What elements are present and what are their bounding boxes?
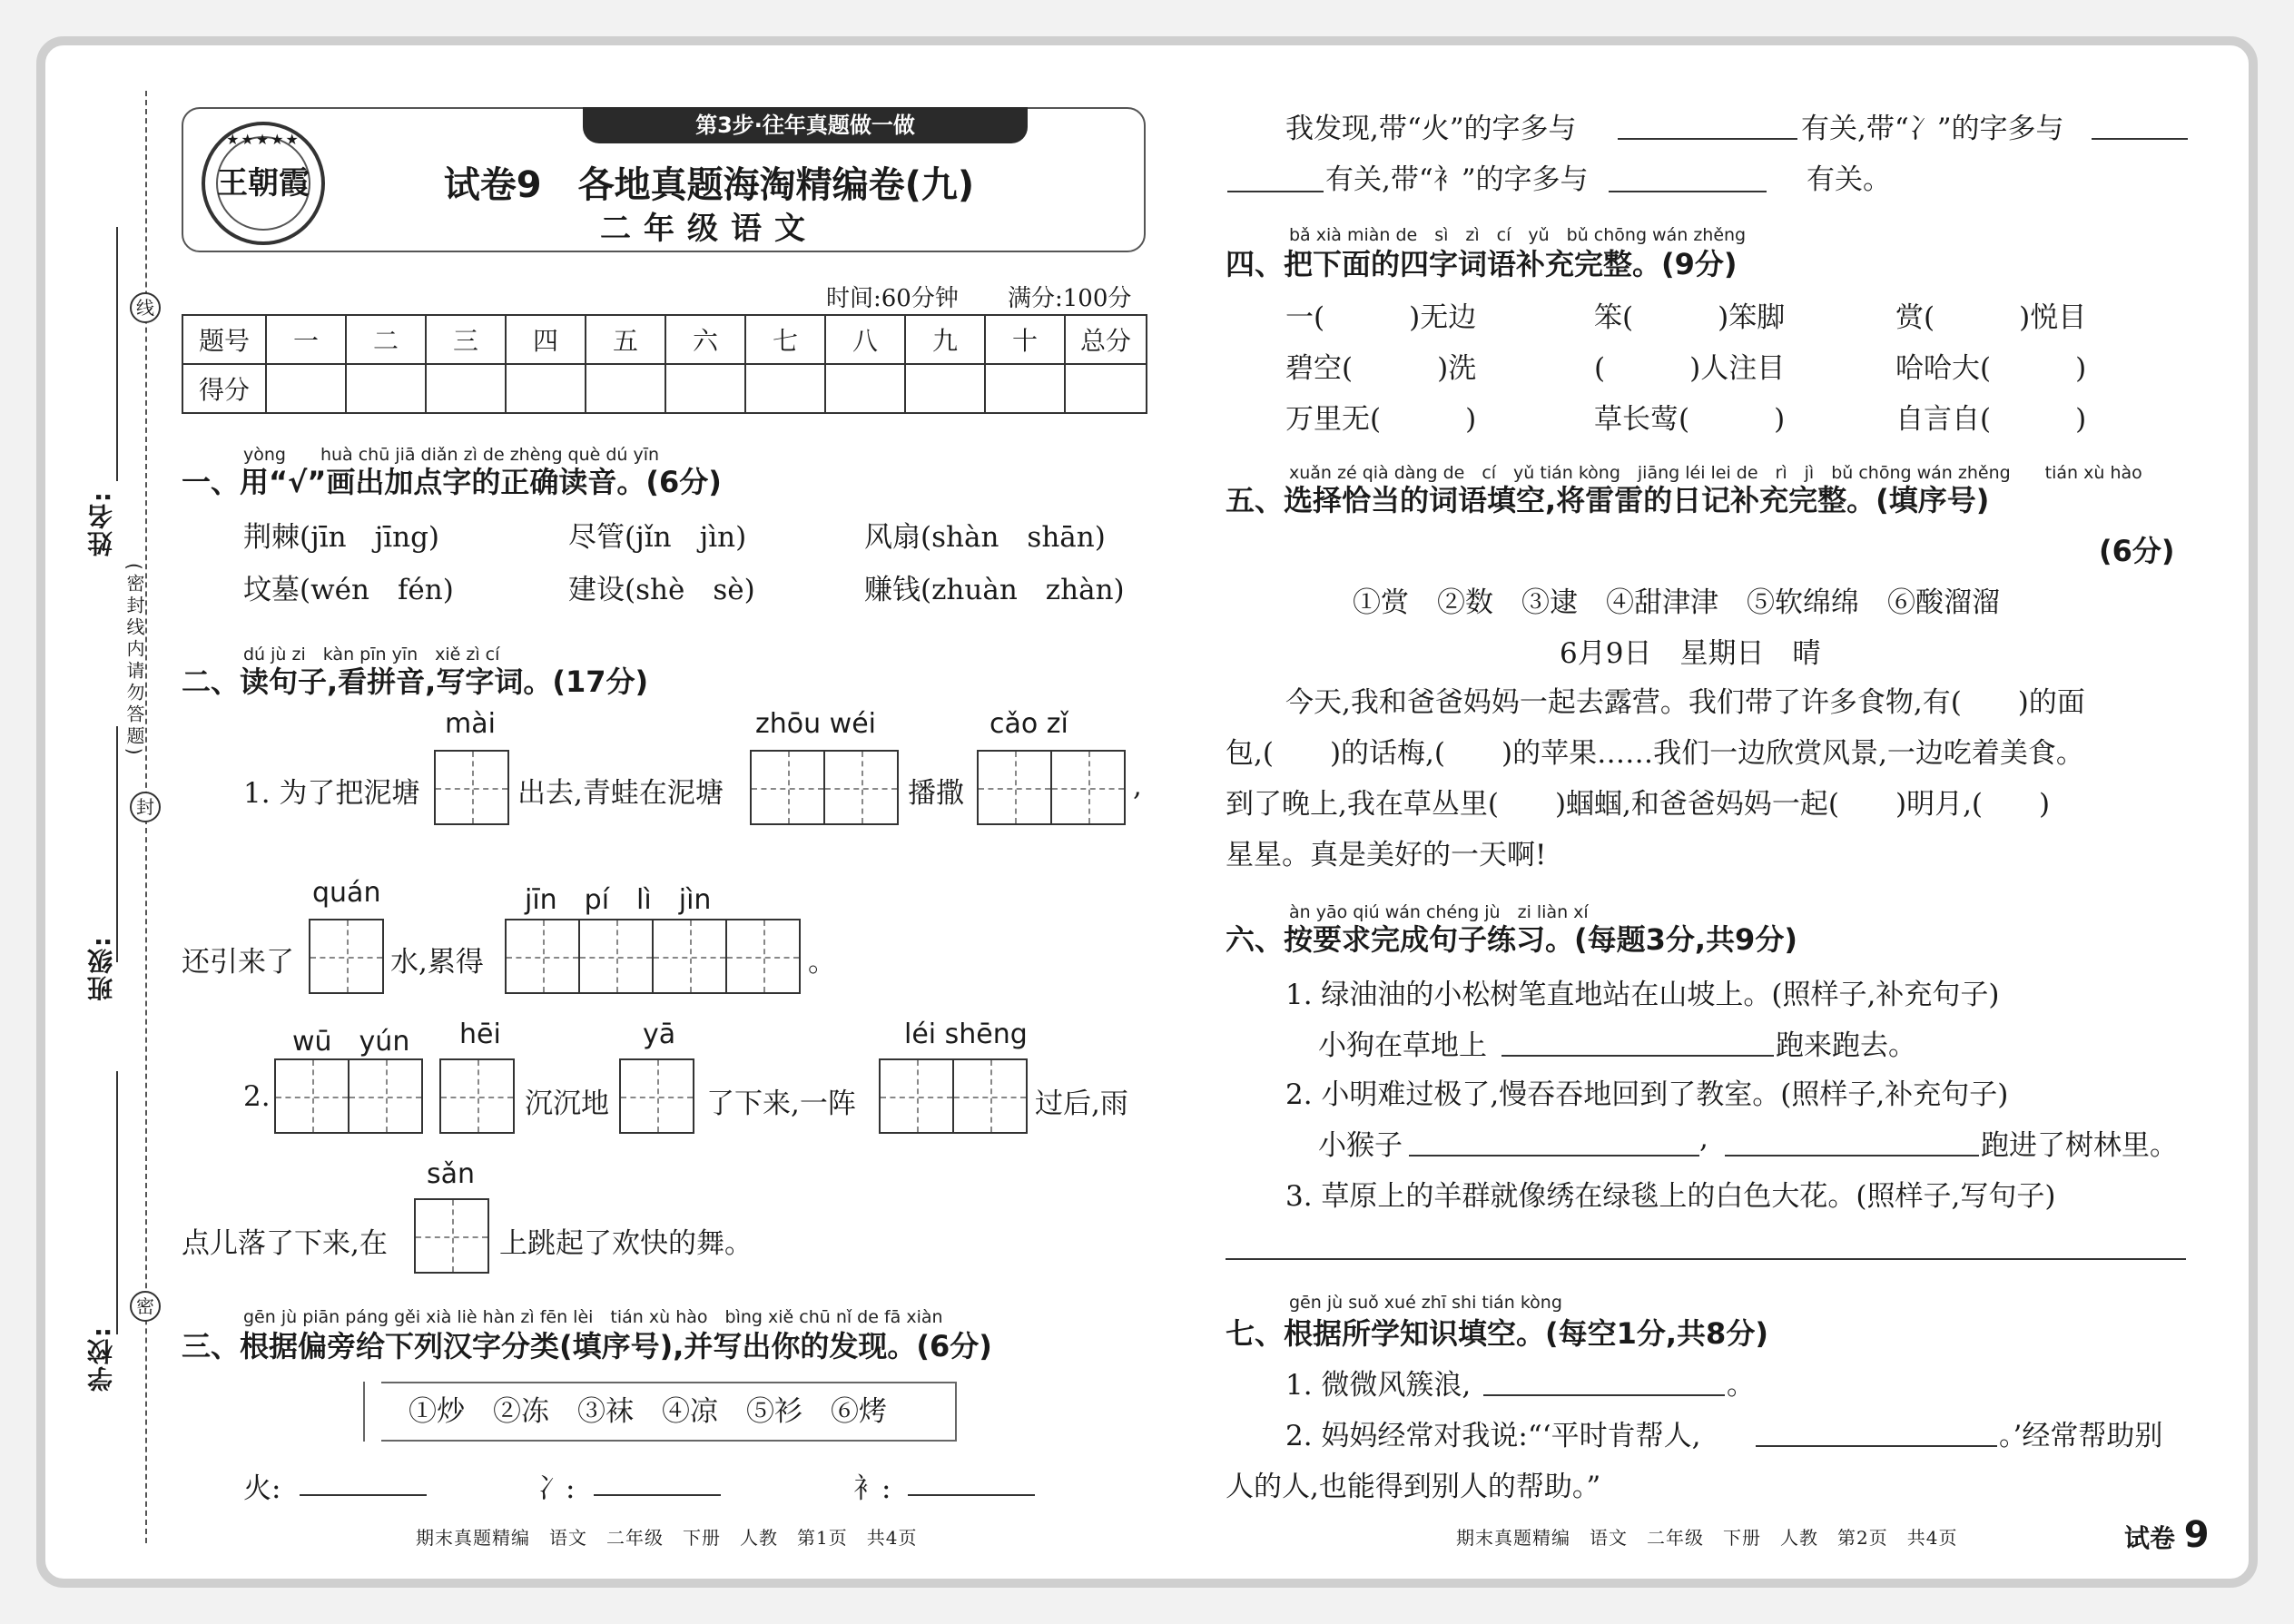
writing-grid[interactable] <box>619 1058 694 1134</box>
q5-pinyin: xuǎn zé qià dàng de cí yǔ tián kòng jiāng léi lei de rì jì bǔ chōng wán zhěng tián xù hào <box>1289 463 2142 483</box>
q6-sentence: 小猴子 <box>1318 1129 1403 1162</box>
q5-diary-date: 6月9日 星期日 晴 <box>1560 637 1821 670</box>
q1-item[interactable]: 荆棘(jīn jīng) <box>243 521 440 554</box>
score-cell: 七 <box>745 315 825 364</box>
q5-title: 五、选择恰当的词语填空,将雷雷的日记补充完整。(填序号) <box>1226 483 1990 517</box>
q2-pinyin-word: yā <box>643 1019 676 1050</box>
q4-title: 四、把下面的四字词语补充完整。(9分) <box>1226 247 1738 281</box>
q4-pinyin: bǎ xià miàn de sì zì cí yǔ bǔ chōng wán zhěng <box>1289 225 1747 245</box>
q4-item[interactable]: 哈哈大( ) <box>1895 352 2087 385</box>
q1-item[interactable]: 风扇(shàn shān) <box>864 521 1106 554</box>
q3-finding-text: 我发现,带“火”的字多与 <box>1285 113 1577 145</box>
score-cell: 三 <box>426 315 506 364</box>
q3-answer-blank[interactable] <box>908 1494 1035 1496</box>
q6-title: 六、按要求完成句子练习。(每题3分,共9分) <box>1226 922 1797 957</box>
step-banner: 第3步·往年真题做一做 <box>583 107 1028 143</box>
score-cell: 九 <box>905 315 985 364</box>
q6-sentence: 2. 小明难过极了,慢吞吞地回到了教室。(照样子,补充句子) <box>1285 1078 2009 1111</box>
q6-sentence: 跑进了树林里。 <box>1981 1129 2178 1162</box>
q2-pinyin-word: sǎn <box>427 1158 476 1190</box>
q6-answer-line[interactable] <box>1226 1258 2186 1260</box>
q4-item[interactable]: 碧空( )洗 <box>1285 352 1477 385</box>
score-input-cell[interactable] <box>665 364 745 413</box>
q5-options: ①赏 ②数 ③逮 ④甜津津 ⑤软绵绵 ⑥酸溜溜 <box>1353 586 2000 619</box>
score-cell: 总分 <box>1065 315 1147 364</box>
writing-grid[interactable] <box>879 1058 1028 1134</box>
score-input-cell[interactable] <box>266 364 346 413</box>
q4-item[interactable]: 自言自( ) <box>1895 403 2087 436</box>
class-underline <box>116 726 118 962</box>
q7-sentence: 。 <box>1727 1369 1755 1402</box>
q2-sentence-text: 还引来了 <box>182 946 294 979</box>
score-input-cell[interactable] <box>985 364 1065 413</box>
q6-sentence: 3. 草原上的羊群就像绣在绿毯上的白色大花。(照样子,写句子) <box>1285 1180 2056 1213</box>
q1-item[interactable]: 坟墓(wén fén) <box>243 574 454 606</box>
q2-pinyin-word: mài <box>445 708 496 740</box>
q4-item[interactable]: 万里无( ) <box>1285 403 1477 436</box>
star-icons: ★★★★★ <box>226 131 300 148</box>
q6-answer-blank[interactable] <box>1409 1155 1699 1156</box>
q4-item[interactable]: 一( )无边 <box>1285 301 1477 334</box>
writing-grid[interactable] <box>309 919 384 994</box>
q7-answer-blank[interactable] <box>1483 1394 1725 1396</box>
q6-answer-blank[interactable] <box>1501 1055 1774 1057</box>
writing-grid[interactable] <box>977 750 1126 825</box>
writing-grid[interactable] <box>505 919 801 994</box>
q1-item[interactable]: 赚钱(zhuàn zhàn) <box>864 574 1125 606</box>
q1-item[interactable]: 尽管(jǐn jìn) <box>568 521 747 554</box>
seal-char-2: 封 <box>130 792 161 822</box>
score-cell: 得分 <box>182 364 266 413</box>
q4-item[interactable]: 笨( )笨脚 <box>1594 301 1786 334</box>
time-meta: 时间:60分钟 <box>826 285 959 312</box>
q3-radical-label: 火: <box>243 1472 281 1505</box>
score-input-cell[interactable] <box>346 364 426 413</box>
score-table-header-row <box>182 315 1147 364</box>
q3-finding-text: 有关,带“衤”的字多与 <box>1325 163 1589 196</box>
score-table-score-row <box>182 364 1147 413</box>
q7-sentence: 。’经常帮助别 <box>1999 1420 2163 1452</box>
q6-pinyin: àn yāo qiú wán chéng jù zi liàn xí <box>1289 902 1589 922</box>
q3-title: 三、根据偏旁给下列汉字分类(填序号),并写出你的发现。(6分) <box>182 1329 992 1363</box>
q2-sentence-text: 上跳起了欢快的舞。 <box>499 1227 753 1260</box>
q3-finding-blank[interactable] <box>1227 191 1324 192</box>
score-input-cell[interactable] <box>586 364 665 413</box>
q2-pinyin-word: cǎo zǐ <box>989 708 1068 740</box>
q7-sentence: 1. 微微风簇浪, <box>1285 1369 1472 1402</box>
q5-diary-line: 星星。真是美好的一天啊! <box>1226 839 1547 871</box>
paper-number <box>2124 1514 2210 1556</box>
q3-answer-blank[interactable] <box>594 1494 721 1496</box>
q2-sentence-text: 了下来,一阵 <box>706 1088 856 1120</box>
q6-sentence: , <box>1699 1122 1708 1155</box>
q2-sentence-text: , <box>1133 770 1142 802</box>
footer-right: 期末真题精编 语文 二年级 下册 人教 第2页 共4页 <box>1456 1527 1958 1549</box>
school-label: 学校: <box>86 1325 116 1393</box>
writing-grid[interactable] <box>434 750 509 825</box>
q5-diary-line: 到了晚上,我在草丛里( )蝈蝈,和爸爸妈妈一起( )明月,( ) <box>1226 788 2051 821</box>
q2-title: 二、读句子,看拼音,写字词。(17分) <box>182 664 649 699</box>
score-input-cell[interactable] <box>825 364 905 413</box>
q2-sentence-text: 水,累得 <box>390 946 484 979</box>
seal-char-1: 线 <box>130 292 161 323</box>
q3-pinyin: gēn jù piān páng gěi xià liè hàn zì fēn lèi tián xù hào bìng xiě chū nǐ de fā xiàn <box>243 1307 943 1327</box>
q3-finding-blank[interactable] <box>2092 138 2188 140</box>
q2-pinyin-word: zhōu wéi <box>755 708 876 740</box>
name-label: 姓名: <box>86 490 116 557</box>
q2-pinyin-word: quán <box>312 877 381 909</box>
class-label: 班级: <box>86 935 116 1002</box>
score-cell: 题号 <box>182 315 266 364</box>
paper-number-value: 9 <box>2183 1514 2210 1556</box>
score-table <box>182 314 1147 414</box>
q7-sentence: 人的人,也能得到别人的帮助。” <box>1226 1471 1601 1503</box>
q3-finding-text: 有关。 <box>1807 163 1891 196</box>
q6-answer-blank[interactable] <box>1725 1155 1979 1156</box>
q1-pinyin: yòng huà chū jiā diǎn zì de zhèng què dú yīn <box>243 445 660 465</box>
q2-sentence-text: 出去,青蛙在泥塘 <box>517 777 724 810</box>
q6-sentence: 跑来跑去。 <box>1776 1029 1916 1062</box>
logo-text: 王朝霞 <box>217 165 310 202</box>
q3-answer-blank[interactable] <box>300 1494 427 1496</box>
q3-finding-blank[interactable] <box>1618 138 1797 140</box>
score-cell: 二 <box>346 315 426 364</box>
q1-title: 一、用“√”画出加点字的正确读音。(6分) <box>182 465 722 499</box>
footer-left: 期末真题精编 语文 二年级 下册 人教 第1页 共4页 <box>416 1527 918 1549</box>
score-cell: 八 <box>825 315 905 364</box>
writing-grid[interactable] <box>439 1058 515 1134</box>
q2-sentence-text: 2. <box>243 1080 271 1113</box>
full-score-meta: 满分:100分 <box>1008 285 1132 312</box>
q3-finding-text: 有关,带“冫”的字多与 <box>1801 113 2064 145</box>
q4-item[interactable]: 赏( )悦目 <box>1895 301 2087 334</box>
q2-pinyin-word: léi shēng <box>904 1019 1028 1050</box>
seal-note: (密封线内请勿答题) <box>123 563 145 759</box>
seal-char-3: 密 <box>130 1291 161 1322</box>
score-input-cell[interactable] <box>745 364 825 413</box>
q4-item[interactable]: ( )人注目 <box>1594 352 1786 385</box>
q5-diary-line: 今天,我和爸爸妈妈一起去露营。我们带了许多食物,有( )的面 <box>1285 686 2085 719</box>
q2-pinyin-word: hēi <box>459 1019 501 1050</box>
score-input-cell[interactable] <box>1065 364 1147 413</box>
q2-sentence-text: 点儿落了下来,在 <box>182 1227 388 1260</box>
name-underline <box>116 227 118 481</box>
q2-sentence-text: 沉沉地 <box>525 1088 609 1120</box>
q5-diary-line: 包,( )的话梅,( )的苹果……我们一边欣赏风景,一边吃着美食。 <box>1226 737 2084 770</box>
q2-pinyin: dú jù zi kàn pīn yīn xiě zì cí <box>243 645 500 664</box>
writing-grid[interactable] <box>750 750 899 825</box>
q7-title: 七、根据所学知识填空。(每空1分,共8分) <box>1226 1316 1768 1351</box>
score-input-cell[interactable] <box>905 364 985 413</box>
q1-item[interactable]: 建设(shè sè) <box>568 574 755 606</box>
q2-pinyin-word: wū yún <box>292 1026 410 1058</box>
q3-finding-blank[interactable] <box>1609 191 1767 192</box>
paper-title: 试卷9 各地真题海淘精编卷(九) <box>443 164 975 206</box>
writing-grid[interactable] <box>274 1058 423 1134</box>
q6-sentence: 1. 绿油油的小松树笔直地站在山坡上。(照样子,补充句子) <box>1285 979 2000 1011</box>
q5-score: (6分) <box>2099 534 2175 568</box>
score-input-cell[interactable] <box>426 364 506 413</box>
q2-sentence-text: 。 <box>808 946 836 979</box>
q7-sentence: 2. 妈妈经常对我说:“‘平时肯帮人, <box>1285 1420 1701 1452</box>
score-cell: 一 <box>266 315 346 364</box>
q4-item[interactable]: 草长莺( ) <box>1594 403 1786 436</box>
q7-pinyin: gēn jù suǒ xué zhī shi tián kòng <box>1289 1293 1562 1313</box>
q3-radical-label: 冫: <box>537 1472 576 1505</box>
score-input-cell[interactable] <box>506 364 586 413</box>
q2-sentence-text: 1. 为了把泥塘 <box>243 777 420 810</box>
q2-pinyin-word: jīn pí lì jìn <box>525 884 712 916</box>
score-cell: 五 <box>586 315 665 364</box>
paper-number-label: 试卷 <box>2124 1523 2176 1553</box>
q6-sentence: 小狗在草地上 <box>1318 1029 1487 1062</box>
q3-radical-label: 衤: <box>853 1472 891 1505</box>
school-underline <box>116 1071 118 1334</box>
q3-options: ①炒 ②冻 ③袜 ④凉 ⑤衫 ⑥烤 <box>381 1382 957 1442</box>
q2-sentence-text: 过后,雨 <box>1035 1088 1128 1120</box>
writing-grid[interactable] <box>414 1198 489 1274</box>
score-cell: 六 <box>665 315 745 364</box>
header-box <box>182 107 1146 252</box>
score-cell: 四 <box>506 315 586 364</box>
paper-subtitle: 二年级语文 <box>600 211 818 247</box>
q2-sentence-text: 播撒 <box>908 777 964 810</box>
q7-answer-blank[interactable] <box>1756 1445 1997 1447</box>
score-cell: 十 <box>985 315 1065 364</box>
